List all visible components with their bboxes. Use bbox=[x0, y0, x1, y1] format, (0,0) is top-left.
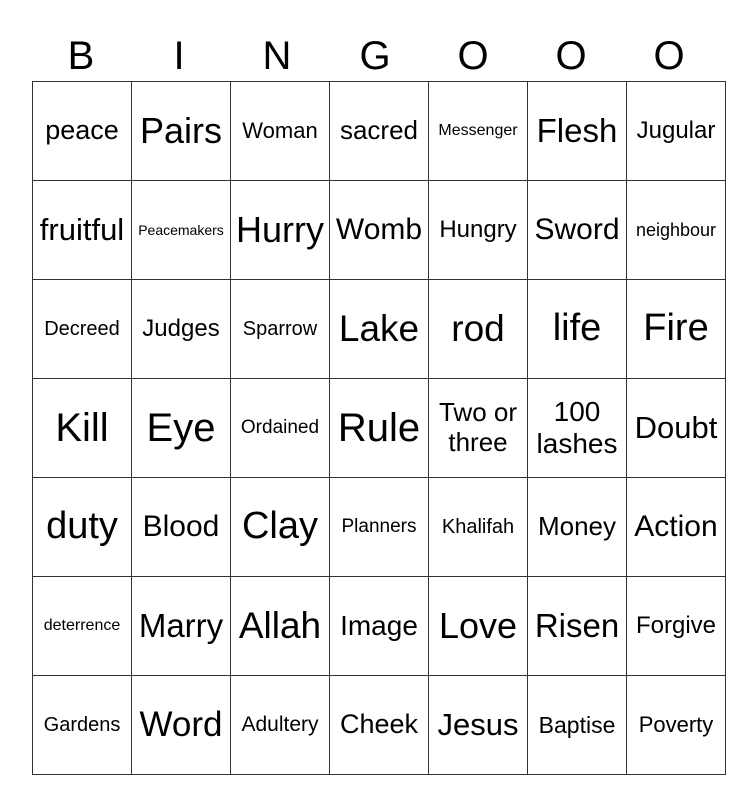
bingo-cell[interactable]: Peacemakers bbox=[132, 181, 231, 280]
bingo-row bbox=[33, 82, 726, 181]
header-letter: I bbox=[173, 34, 185, 78]
header-letter: N bbox=[262, 34, 292, 78]
bingo-cell[interactable]: Blood bbox=[132, 478, 231, 577]
header-letter: B bbox=[67, 34, 95, 78]
bingo-cell[interactable]: Doubt bbox=[627, 379, 726, 478]
bingo-header bbox=[32, 30, 720, 82]
bingo-cell[interactable]: Action bbox=[627, 478, 726, 577]
bingo-row bbox=[33, 280, 726, 379]
bingo-cell[interactable]: Hungry bbox=[429, 181, 528, 280]
bingo-cell[interactable]: Gardens bbox=[33, 676, 132, 775]
bingo-cell[interactable]: sacred bbox=[330, 82, 429, 181]
header-letter: G bbox=[359, 34, 391, 78]
bingo-cell[interactable]: Hurry bbox=[231, 181, 330, 280]
bingo-cell[interactable]: Ordained bbox=[231, 379, 330, 478]
bingo-cell[interactable]: Judges bbox=[132, 280, 231, 379]
bingo-cell[interactable]: Jugular bbox=[627, 82, 726, 181]
bingo-cell[interactable]: Eye bbox=[132, 379, 231, 478]
header-letter: O bbox=[653, 34, 685, 78]
bingo-cell[interactable]: life bbox=[528, 280, 627, 379]
bingo-row bbox=[33, 676, 726, 775]
bingo-row bbox=[33, 577, 726, 676]
bingo-row bbox=[33, 478, 726, 577]
bingo-cell[interactable]: Forgive bbox=[627, 577, 726, 676]
bingo-cell[interactable]: Image bbox=[330, 577, 429, 676]
bingo-cell[interactable]: rod bbox=[429, 280, 528, 379]
bingo-cell[interactable]: Flesh bbox=[528, 82, 627, 181]
bingo-cell[interactable]: Risen bbox=[528, 577, 627, 676]
bingo-cell[interactable]: Cheek bbox=[330, 676, 429, 775]
bingo-cell[interactable]: Khalifah bbox=[429, 478, 528, 577]
bingo-cell[interactable]: Fire bbox=[627, 280, 726, 379]
bingo-cell[interactable]: Love bbox=[429, 577, 528, 676]
bingo-cell[interactable]: 100 lashes bbox=[528, 379, 627, 478]
bingo-cell[interactable]: Sword bbox=[528, 181, 627, 280]
bingo-row bbox=[33, 181, 726, 280]
bingo-cell[interactable]: Kill bbox=[33, 379, 132, 478]
bingo-cell[interactable]: Word bbox=[132, 676, 231, 775]
bingo-cell[interactable]: Money bbox=[528, 478, 627, 577]
header-letter: O bbox=[555, 34, 587, 78]
bingo-cell[interactable]: Jesus bbox=[429, 676, 528, 775]
bingo-cell[interactable]: Decreed bbox=[33, 280, 132, 379]
bingo-row bbox=[33, 379, 726, 478]
bingo-cell[interactable]: Planners bbox=[330, 478, 429, 577]
bingo-cell[interactable]: Lake bbox=[330, 280, 429, 379]
bingo-cell[interactable]: Pairs bbox=[132, 82, 231, 181]
bingo-card bbox=[32, 81, 726, 775]
bingo-cell[interactable]: duty bbox=[33, 478, 132, 577]
bingo-cell[interactable]: deterrence bbox=[33, 577, 132, 676]
bingo-cell[interactable]: Womb bbox=[330, 181, 429, 280]
bingo-cell[interactable]: Adultery bbox=[231, 676, 330, 775]
bingo-cell[interactable]: Baptise bbox=[528, 676, 627, 775]
bingo-cell[interactable]: Messenger bbox=[429, 82, 528, 181]
bingo-cell[interactable]: Allah bbox=[231, 577, 330, 676]
bingo-cell[interactable]: neighbour bbox=[627, 181, 726, 280]
bingo-cell[interactable]: Marry bbox=[132, 577, 231, 676]
bingo-cell[interactable]: Clay bbox=[231, 478, 330, 577]
header-letter: O bbox=[457, 34, 489, 78]
bingo-cell[interactable]: peace bbox=[33, 82, 132, 181]
bingo-cell[interactable]: Poverty bbox=[627, 676, 726, 775]
bingo-cell[interactable]: Sparrow bbox=[231, 280, 330, 379]
bingo-cell[interactable]: fruitful bbox=[33, 181, 132, 280]
bingo-cell[interactable]: Woman bbox=[231, 82, 330, 181]
bingo-cell[interactable]: Rule bbox=[330, 379, 429, 478]
bingo-cell[interactable]: Two or three bbox=[429, 379, 528, 478]
